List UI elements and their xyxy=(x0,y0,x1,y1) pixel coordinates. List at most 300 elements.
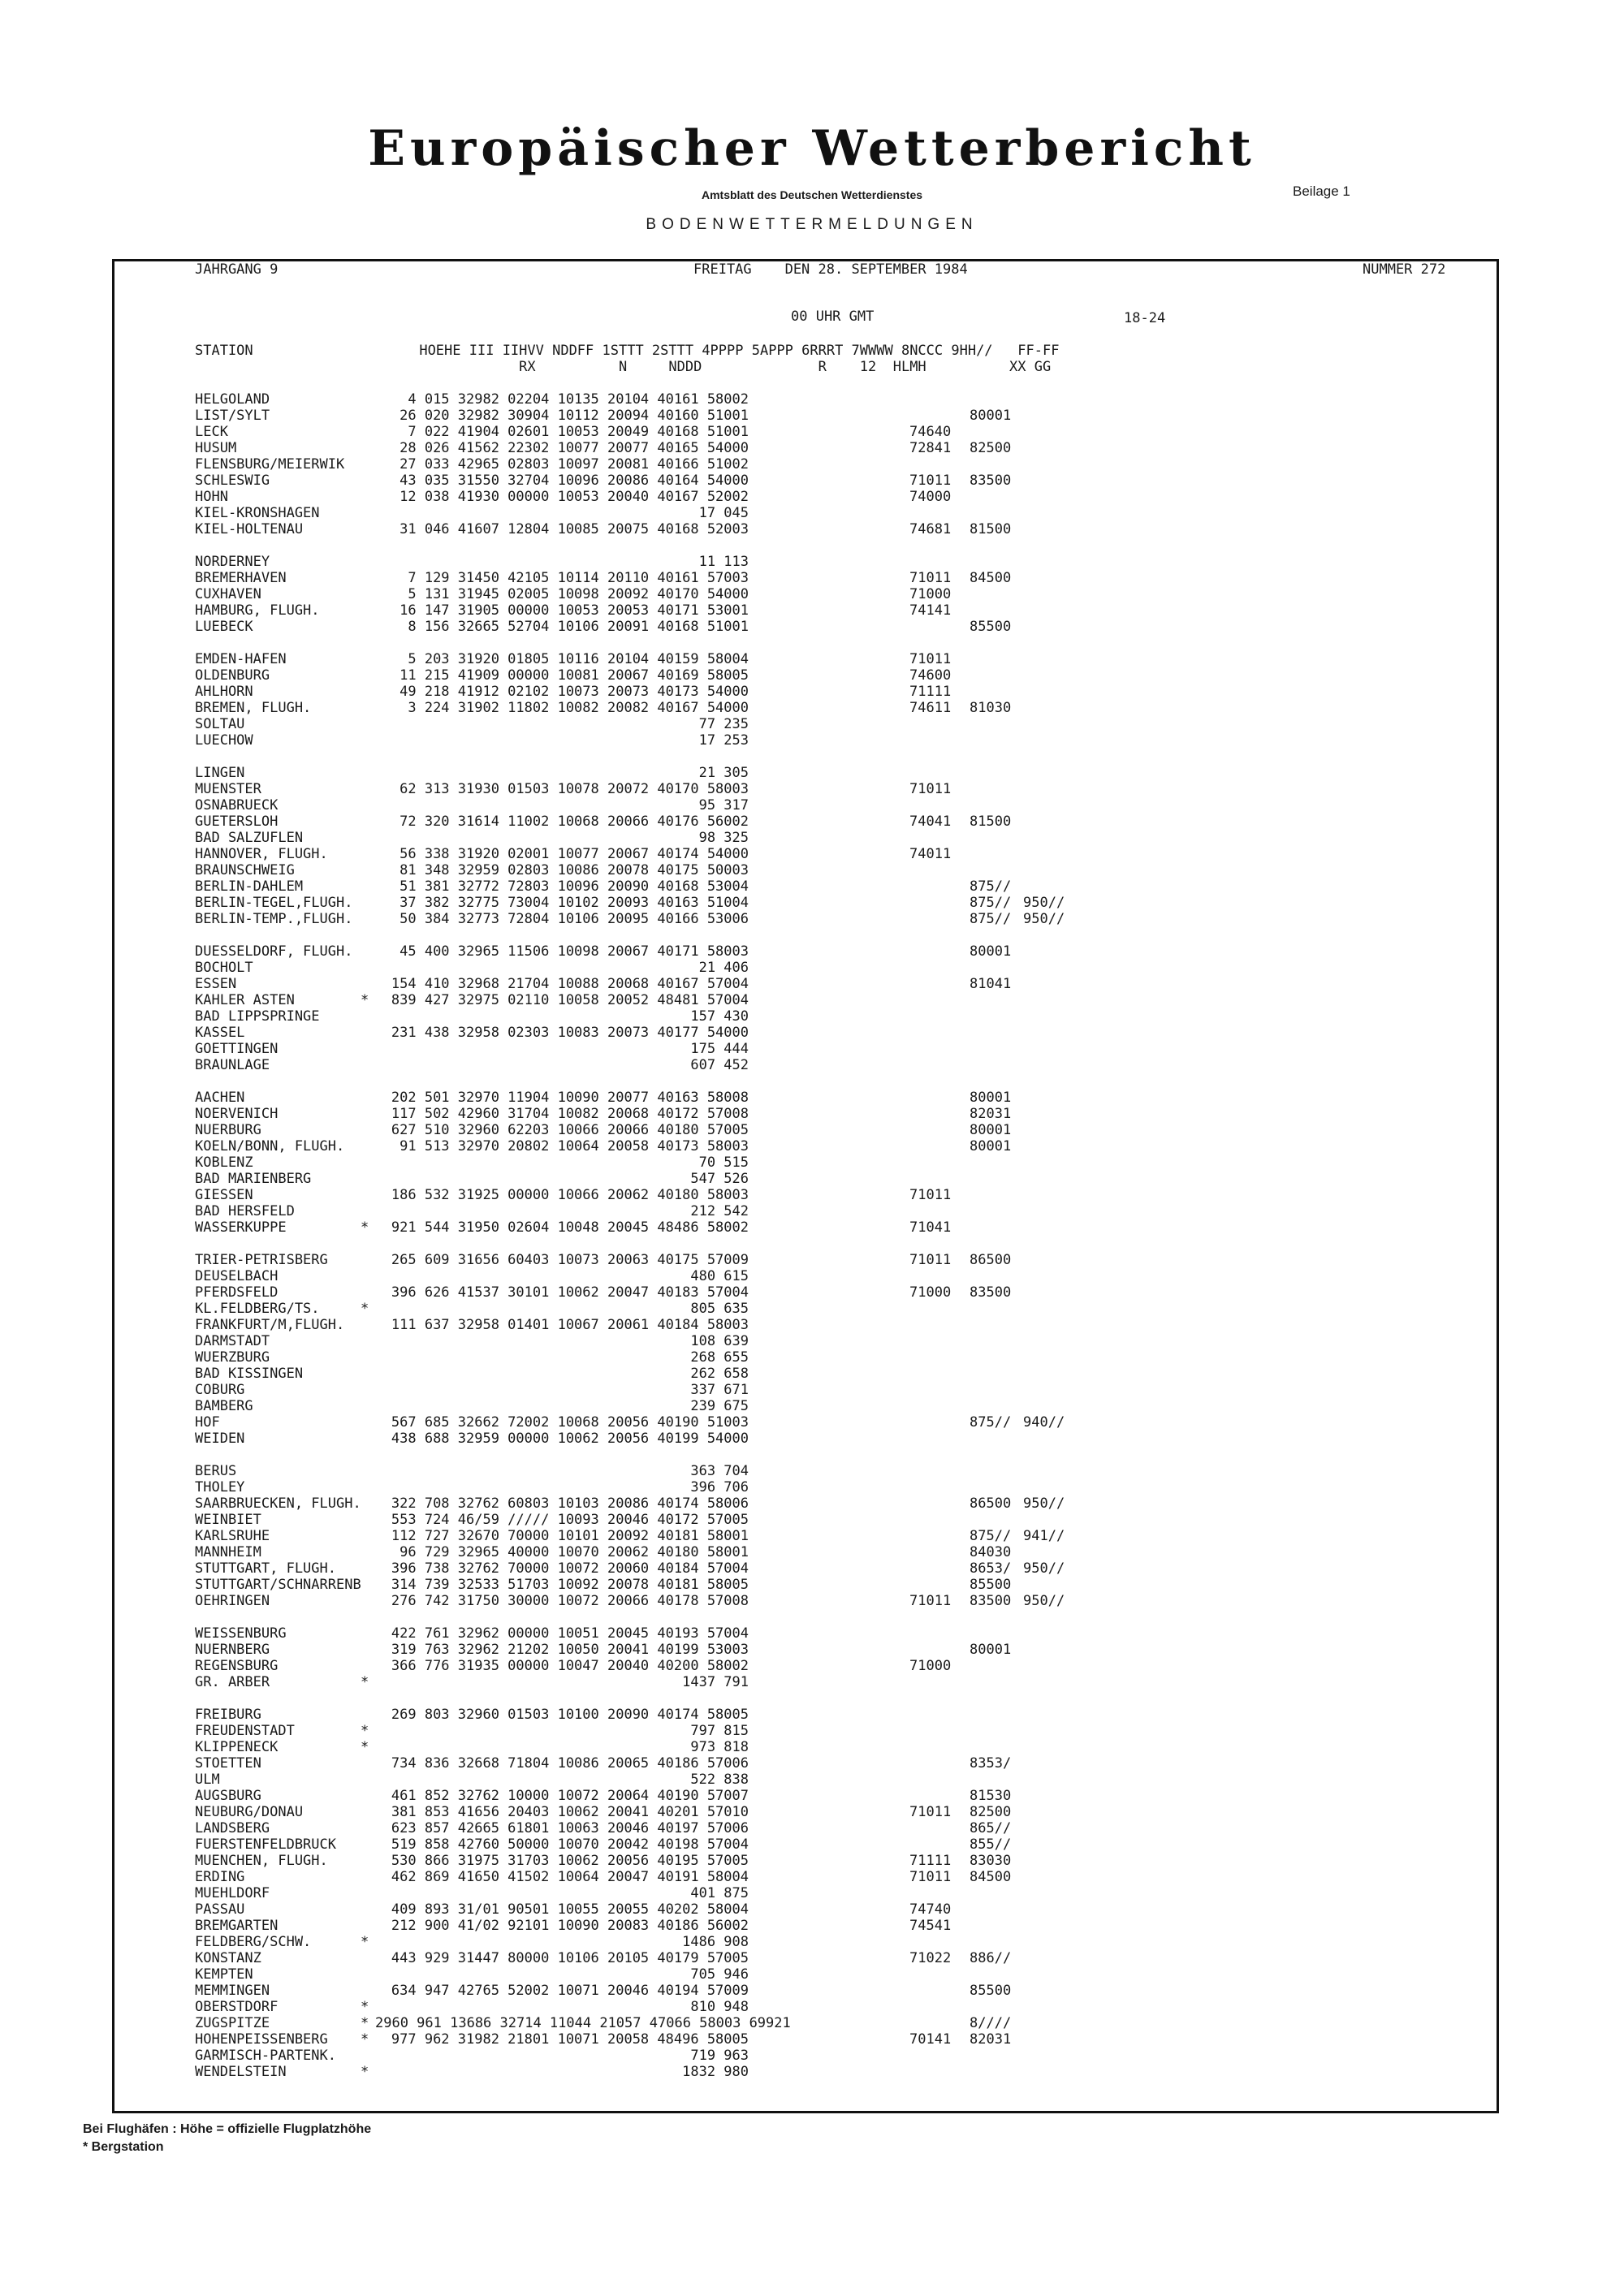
table-row xyxy=(0,781,1624,797)
station-name: MEMMINGEN xyxy=(195,1983,270,1999)
group-7-value: 71041 xyxy=(909,1219,952,1236)
group-7-value: 71000 xyxy=(909,1284,952,1301)
station-name: KL.FELDBERG/TS. xyxy=(195,1301,320,1317)
station-data: 175 444 xyxy=(690,1041,749,1057)
station-data: 17 045 xyxy=(698,505,749,521)
group-8-value: 875// xyxy=(970,1528,1012,1544)
station-data: 7 022 41904 02601 10053 20049 40168 51001 xyxy=(408,424,749,440)
group-7-value: 72841 xyxy=(909,440,952,456)
group-8-value: 81041 xyxy=(970,976,1012,992)
station-name: BAD SALZUFLEN xyxy=(195,830,304,846)
station-name: BRAUNLAGE xyxy=(195,1057,270,1073)
station-data: 977 962 31982 21801 10071 20058 48496 58005 xyxy=(391,2031,749,2048)
station-data: 16 147 31905 00000 10053 20053 40171 53001 xyxy=(400,602,749,619)
group-8-value: 865// xyxy=(970,1820,1012,1836)
table-row xyxy=(0,1820,1624,1836)
jahrgang-label: JAHRGANG 9 xyxy=(195,261,279,278)
group-8-value: 80001 xyxy=(970,1138,1012,1154)
station-name: ERDING xyxy=(195,1869,245,1885)
station-name: REGENSBURG xyxy=(195,1658,279,1674)
table-row xyxy=(0,1983,1624,1999)
station-name: ZUGSPITZE xyxy=(195,2015,270,2031)
station-name: KARLSRUHE xyxy=(195,1528,270,1544)
bergstation-marker: * xyxy=(361,1301,369,1317)
station-name: OLDENBURG xyxy=(195,667,270,684)
station-name: FRANKFURT/M,FLUGH. xyxy=(195,1317,345,1333)
station-data: 269 803 32960 01503 10100 20090 40174 58005 xyxy=(391,1707,749,1723)
page-subtitle: Amtsblatt des Deutschen Wetterdienstes xyxy=(701,188,923,201)
table-row xyxy=(0,1382,1624,1398)
station-name: COBURG xyxy=(195,1382,245,1398)
table-row xyxy=(0,1512,1624,1528)
station-data: 26 020 32982 30904 10112 20094 40160 51001 xyxy=(400,408,749,424)
station-data: 461 852 32762 10000 10072 20064 40190 57007 xyxy=(391,1788,749,1804)
station-name: STUTTGART, FLUGH. xyxy=(195,1560,336,1577)
station-name: MUENSTER xyxy=(195,781,261,797)
table-row xyxy=(0,1901,1624,1918)
station-name: BAD HERSFELD xyxy=(195,1203,295,1219)
station-data: 810 948 xyxy=(690,1999,749,2015)
station-data: 62 313 31930 01503 10078 20072 40170 58003 xyxy=(400,781,749,797)
station-data: 314 739 32533 51703 10092 20078 40181 58005 xyxy=(391,1577,749,1593)
station-data: 401 875 xyxy=(690,1885,749,1901)
station-name: MUEHLDORF xyxy=(195,1885,270,1901)
table-row xyxy=(0,1057,1624,1073)
station-name: BAD LIPPSPRINGE xyxy=(195,1008,320,1025)
group-7-value: 71000 xyxy=(909,1658,952,1674)
group-7-value: 71011 xyxy=(909,1187,952,1203)
station-data: 462 869 41650 41502 10064 20047 40191 58004 xyxy=(391,1869,749,1885)
station-name: STUTTGART/SCHNARRENB xyxy=(195,1577,361,1593)
table-row xyxy=(0,1934,1624,1950)
station-data: 480 615 xyxy=(690,1268,749,1284)
column-header-line2: RX N NDDD R 12 HLMH XX GG xyxy=(195,359,1052,375)
table-row xyxy=(0,1252,1624,1268)
station-name: SAARBRUECKEN, FLUGH. xyxy=(195,1495,361,1512)
table-row xyxy=(0,1041,1624,1057)
group-7-value: 71011 xyxy=(909,570,952,586)
table-row xyxy=(0,586,1624,602)
group-8-value: 8353/ xyxy=(970,1755,1012,1772)
table-row xyxy=(0,1658,1624,1674)
group-7-value: 71011 xyxy=(909,781,952,797)
station-data: 91 513 32970 20802 10064 20058 40173 58003 xyxy=(400,1138,749,1154)
bergstation-marker: * xyxy=(361,1219,369,1236)
station-data: 396 626 41537 30101 10062 20047 40183 57004 xyxy=(391,1284,749,1301)
station-name: WASSERKUPPE xyxy=(195,1219,287,1236)
table-row xyxy=(0,1414,1624,1431)
station-data: 262 658 xyxy=(690,1366,749,1382)
group-8-value: 80001 xyxy=(970,1122,1012,1138)
station-name: WUERZBURG xyxy=(195,1349,270,1366)
station-name: WEIDEN xyxy=(195,1431,245,1447)
group-7-value: 70141 xyxy=(909,2031,952,2048)
table-row xyxy=(0,765,1624,781)
table-row xyxy=(0,1999,1624,2015)
station-name: OEHRINGEN xyxy=(195,1593,270,1609)
table-row xyxy=(0,1495,1624,1512)
station-data: 530 866 31975 31703 10062 20056 40195 57005 xyxy=(391,1853,749,1869)
footnote-flughafen: Bei Flughäfen : Höhe = offizielle Flugplatzhöhe xyxy=(83,2122,372,2136)
station-data: 363 704 xyxy=(690,1463,749,1479)
station-name: BERLIN-TEGEL,FLUGH. xyxy=(195,895,353,911)
group-9-value: 950// xyxy=(1023,1495,1065,1512)
beilage-label: Beilage 1 xyxy=(1293,183,1350,199)
group-8-value: 80001 xyxy=(970,408,1012,424)
table-row xyxy=(0,1284,1624,1301)
station-name: KOELN/BONN, FLUGH. xyxy=(195,1138,345,1154)
group-9-value: 950// xyxy=(1023,1593,1065,1609)
station-name: DUESSELDORF, FLUGH. xyxy=(195,943,353,960)
table-row xyxy=(0,1869,1624,1885)
table-row xyxy=(0,814,1624,830)
table-row xyxy=(0,667,1624,684)
table-row xyxy=(0,1739,1624,1755)
group-7-value: 74041 xyxy=(909,814,952,830)
station-data: 31 046 41607 12804 10085 20075 40168 52003 xyxy=(400,521,749,537)
group-9-value: 950// xyxy=(1023,895,1065,911)
group-7-value: 71011 xyxy=(909,1252,952,1268)
station-data: 212 542 xyxy=(690,1203,749,1219)
group-8-value: 875// xyxy=(970,878,1012,895)
station-name: KASSEL xyxy=(195,1025,245,1041)
station-name: MUENCHEN, FLUGH. xyxy=(195,1853,328,1869)
station-name: LUECHOW xyxy=(195,732,253,749)
bergstation-marker: * xyxy=(361,992,369,1008)
station-data: 7 129 31450 42105 10114 20110 40161 57003 xyxy=(408,570,749,586)
table-row xyxy=(0,619,1624,635)
table-row xyxy=(0,424,1624,440)
station-name: AHLHORN xyxy=(195,684,253,700)
page-title: Europäischer Wetterbericht xyxy=(368,120,1256,177)
station-data: 422 761 32962 00000 10051 20045 40193 57004 xyxy=(391,1625,749,1642)
table-row xyxy=(0,1966,1624,1983)
station-data: 719 963 xyxy=(690,2048,749,2064)
station-name: OSNABRUECK xyxy=(195,797,279,814)
station-data: 522 838 xyxy=(690,1772,749,1788)
station-name: BERLIN-DAHLEM xyxy=(195,878,304,895)
group-8-value: 80001 xyxy=(970,943,1012,960)
station-data: 108 639 xyxy=(690,1333,749,1349)
station-data: 2960 961 13686 32714 11044 21057 47066 58003 69921 xyxy=(375,2015,791,2031)
table-row xyxy=(0,602,1624,619)
station-data: 96 729 32965 40000 10070 20062 40180 58001 xyxy=(400,1544,749,1560)
table-row xyxy=(0,1317,1624,1333)
station-name: FLENSBURG/MEIERWIK xyxy=(195,456,345,473)
station-name: BRAUNSCHWEIG xyxy=(195,862,295,878)
station-data: 72 320 31614 11002 10068 20066 40176 56002 xyxy=(400,814,749,830)
table-row xyxy=(0,1593,1624,1609)
table-row xyxy=(0,1723,1624,1739)
bergstation-marker: * xyxy=(361,2064,369,2080)
table-row xyxy=(0,1479,1624,1495)
group-9-value: 941// xyxy=(1023,1528,1065,1544)
date-label: FREITAG DEN 28. SEPTEMBER 1984 xyxy=(693,261,968,278)
station-data: 45 400 32965 11506 10098 20067 40171 58003 xyxy=(400,943,749,960)
station-data: 921 544 31950 02604 10048 20045 48486 58002 xyxy=(391,1219,749,1236)
station-name: KIEL-KRONSHAGEN xyxy=(195,505,320,521)
station-data: 28 026 41562 22302 10077 20077 40165 54000 xyxy=(400,440,749,456)
station-data: 21 406 xyxy=(698,960,749,976)
station-name: LECK xyxy=(195,424,228,440)
station-name: GOETTINGEN xyxy=(195,1041,279,1057)
station-name: NEUBURG/DONAU xyxy=(195,1804,304,1820)
table-row xyxy=(0,554,1624,570)
table-row xyxy=(0,1431,1624,1447)
bergstation-marker: * xyxy=(361,1934,369,1950)
station-data: 547 526 xyxy=(690,1171,749,1187)
table-row xyxy=(0,1707,1624,1723)
station-name: KIEL-HOLTENAU xyxy=(195,521,304,537)
group-7-value: 74740 xyxy=(909,1901,952,1918)
time-range-label: 18-24 xyxy=(1124,310,1166,326)
station-name: MANNHEIM xyxy=(195,1544,261,1560)
station-data: 154 410 32968 21704 10088 20068 40167 57004 xyxy=(391,976,749,992)
station-data: 77 235 xyxy=(698,716,749,732)
station-data: 112 727 32670 70000 10101 20092 40181 58001 xyxy=(391,1528,749,1544)
station-data: 319 763 32962 21202 10050 20041 40199 53003 xyxy=(391,1642,749,1658)
group-8-value: 886// xyxy=(970,1950,1012,1966)
table-row xyxy=(0,1918,1624,1934)
station-data: 43 035 31550 32704 10096 20086 40164 54000 xyxy=(400,473,749,489)
group-7-value: 74141 xyxy=(909,602,952,619)
group-7-value: 71000 xyxy=(909,586,952,602)
group-8-value: 83500 xyxy=(970,1284,1012,1301)
group-8-value: 86500 xyxy=(970,1252,1012,1268)
station-name: BREMGARTEN xyxy=(195,1918,279,1934)
table-row xyxy=(0,1674,1624,1690)
station-name: LUEBECK xyxy=(195,619,253,635)
station-data: 627 510 32960 62203 10066 20066 40180 57005 xyxy=(391,1122,749,1138)
station-name: OBERSTDORF xyxy=(195,1999,279,2015)
station-data: 202 501 32970 11904 10090 20077 40163 58008 xyxy=(391,1090,749,1106)
station-name: HANNOVER, FLUGH. xyxy=(195,846,328,862)
table-row xyxy=(0,684,1624,700)
group-9-value: 950// xyxy=(1023,911,1065,927)
station-data: 396 706 xyxy=(690,1479,749,1495)
column-header-line1: STATION HOEHE III IIHVV NDDFF 1STTT 2STTT 4PPPP 5APPP 6RRRT 7WWWW 8NCCC 9HH// FF-FF xyxy=(195,343,1060,359)
bergstation-marker: * xyxy=(361,2031,369,2048)
group-8-value: 80001 xyxy=(970,1090,1012,1106)
station-name: PASSAU xyxy=(195,1901,245,1918)
station-name: FREIBURG xyxy=(195,1707,261,1723)
station-name: KOBLENZ xyxy=(195,1154,253,1171)
table-row xyxy=(0,1755,1624,1772)
group-8-value: 82500 xyxy=(970,1804,1012,1820)
station-data: 111 637 32958 01401 10067 20061 40184 58003 xyxy=(391,1317,749,1333)
group-7-value: 74600 xyxy=(909,667,952,684)
table-row xyxy=(0,1642,1624,1658)
station-data: 265 609 31656 60403 10073 20063 40175 57009 xyxy=(391,1252,749,1268)
table-row xyxy=(0,1122,1624,1138)
station-data: 11 215 41909 00000 10081 20067 40169 58005 xyxy=(400,667,749,684)
station-name: BAD KISSINGEN xyxy=(195,1366,304,1382)
group-8-value: 81530 xyxy=(970,1788,1012,1804)
station-data: 438 688 32959 00000 10062 20056 40199 54000 xyxy=(391,1431,749,1447)
group-8-value: 875// xyxy=(970,1414,1012,1431)
table-row xyxy=(0,1025,1624,1041)
station-name: DEUSELBACH xyxy=(195,1268,279,1284)
group-7-value: 71111 xyxy=(909,684,952,700)
table-row xyxy=(0,1219,1624,1236)
station-name: STOETTEN xyxy=(195,1755,261,1772)
group-8-value: 82500 xyxy=(970,440,1012,456)
station-data: 276 742 31750 30000 10072 20066 40178 57008 xyxy=(391,1593,749,1609)
group-8-value: 83500 xyxy=(970,473,1012,489)
station-data: 634 947 42765 52002 10071 20046 40194 57009 xyxy=(391,1983,749,1999)
station-name: NUERBURG xyxy=(195,1122,261,1138)
station-data: 70 515 xyxy=(698,1154,749,1171)
station-data: 268 655 xyxy=(690,1349,749,1366)
station-data: 607 452 xyxy=(690,1057,749,1073)
station-name: EMDEN-HAFEN xyxy=(195,651,287,667)
group-7-value: 71011 xyxy=(909,473,952,489)
station-data: 396 738 32762 70000 10072 20060 40184 57004 xyxy=(391,1560,749,1577)
table-row xyxy=(0,1203,1624,1219)
station-name: FREUDENSTADT xyxy=(195,1723,295,1739)
table-row xyxy=(0,1333,1624,1349)
station-data: 8 156 32665 52704 10106 20091 40168 51001 xyxy=(408,619,749,635)
table-row xyxy=(0,1301,1624,1317)
bergstation-marker: * xyxy=(361,1674,369,1690)
station-name: GR. ARBER xyxy=(195,1674,270,1690)
group-8-value: 80001 xyxy=(970,1642,1012,1658)
station-name: WEINBIET xyxy=(195,1512,261,1528)
table-row xyxy=(0,489,1624,505)
station-data: 805 635 xyxy=(690,1301,749,1317)
station-name: BOCHOLT xyxy=(195,960,253,976)
station-data: 95 317 xyxy=(698,797,749,814)
group-7-value: 74640 xyxy=(909,424,952,440)
station-name: BAD MARIENBERG xyxy=(195,1171,312,1187)
group-8-value: 83030 xyxy=(970,1853,1012,1869)
group-8-value: 86500 xyxy=(970,1495,1012,1512)
table-row xyxy=(0,846,1624,862)
station-name: FELDBERG/SCHW. xyxy=(195,1934,312,1950)
table-row xyxy=(0,1950,1624,1966)
table-row xyxy=(0,2031,1624,2048)
station-data: 705 946 xyxy=(690,1966,749,1983)
table-row xyxy=(0,960,1624,976)
station-data: 51 381 32772 72803 10096 20090 40168 53004 xyxy=(400,878,749,895)
table-row xyxy=(0,1577,1624,1593)
group-7-value: 74611 xyxy=(909,700,952,716)
station-name: AUGSBURG xyxy=(195,1788,261,1804)
group-8-value: 875// xyxy=(970,911,1012,927)
table-row xyxy=(0,1772,1624,1788)
station-name: LINGEN xyxy=(195,765,245,781)
table-row xyxy=(0,1836,1624,1853)
station-name: PFERDSFELD xyxy=(195,1284,279,1301)
station-data: 239 675 xyxy=(690,1398,749,1414)
group-9-value: 940// xyxy=(1023,1414,1065,1431)
station-data: 186 532 31925 00000 10066 20062 40180 58003 xyxy=(391,1187,749,1203)
table-row xyxy=(0,1187,1624,1203)
bergstation-marker: * xyxy=(361,1739,369,1755)
station-data: 322 708 32762 60803 10103 20086 40174 58006 xyxy=(391,1495,749,1512)
station-name: NUERNBERG xyxy=(195,1642,270,1658)
table-row xyxy=(0,1625,1624,1642)
group-8-value: 84500 xyxy=(970,1869,1012,1885)
group-8-value: 8//// xyxy=(970,2015,1012,2031)
table-row xyxy=(0,700,1624,716)
station-name: WEISSENBURG xyxy=(195,1625,287,1642)
table-row xyxy=(0,505,1624,521)
station-name: DARMSTADT xyxy=(195,1333,270,1349)
group-8-value: 84500 xyxy=(970,570,1012,586)
time-label: 00 UHR GMT xyxy=(791,309,875,325)
table-row xyxy=(0,1154,1624,1171)
station-data: 98 325 xyxy=(698,830,749,846)
table-row xyxy=(0,830,1624,846)
group-7-value: 71011 xyxy=(909,1804,952,1820)
station-data: 409 893 31/01 90501 10055 20055 40202 58004 xyxy=(391,1901,749,1918)
station-data: 27 033 42965 02803 10097 20081 40166 51002 xyxy=(400,456,749,473)
station-data: 21 305 xyxy=(698,765,749,781)
station-data: 37 382 32775 73004 10102 20093 40163 51004 xyxy=(400,895,749,911)
station-data: 212 900 41/02 92101 10090 20083 40186 56002 xyxy=(391,1918,749,1934)
table-row xyxy=(0,1171,1624,1187)
table-row xyxy=(0,1138,1624,1154)
station-name: CUXHAVEN xyxy=(195,586,261,602)
table-row xyxy=(0,2064,1624,2080)
station-name: KLIPPENECK xyxy=(195,1739,279,1755)
station-data: 443 929 31447 80000 10106 20105 40179 57005 xyxy=(391,1950,749,1966)
table-row xyxy=(0,1853,1624,1869)
table-row xyxy=(0,1268,1624,1284)
station-data: 623 857 42665 61801 10063 20046 40197 57006 xyxy=(391,1820,749,1836)
table-row xyxy=(0,456,1624,473)
station-name: SOLTAU xyxy=(195,716,245,732)
station-name: AACHEN xyxy=(195,1090,245,1106)
table-row xyxy=(0,992,1624,1008)
table-row xyxy=(0,943,1624,960)
table-row xyxy=(0,570,1624,586)
table-row xyxy=(0,1804,1624,1820)
station-name: BREMERHAVEN xyxy=(195,570,287,586)
station-name: HUSUM xyxy=(195,440,237,456)
station-data: 1437 791 xyxy=(682,1674,749,1690)
table-row xyxy=(0,2015,1624,2031)
table-row xyxy=(0,408,1624,424)
station-data: 839 427 32975 02110 10058 20052 48481 57004 xyxy=(391,992,749,1008)
station-data: 734 836 32668 71804 10086 20065 40186 57006 xyxy=(391,1755,749,1772)
station-name: KAHLER ASTEN xyxy=(195,992,295,1008)
station-name: GARMISCH-PARTENK. xyxy=(195,2048,336,2064)
group-8-value: 82031 xyxy=(970,2031,1012,2048)
station-data: 381 853 41656 20403 10062 20041 40201 57010 xyxy=(391,1804,749,1820)
table-row xyxy=(0,391,1624,408)
station-name: ESSEN xyxy=(195,976,237,992)
station-name: NORDERNEY xyxy=(195,554,270,570)
station-data: 797 815 xyxy=(690,1723,749,1739)
station-name: LIST/SYLT xyxy=(195,408,270,424)
station-name: FUERSTENFELDBRUCK xyxy=(195,1836,336,1853)
group-8-value: 84030 xyxy=(970,1544,1012,1560)
station-data: 553 724 46/59 ///// 10093 20046 40172 57005 xyxy=(391,1512,749,1528)
station-name: BERLIN-TEMP.,FLUGH. xyxy=(195,911,353,927)
station-name: WENDELSTEIN xyxy=(195,2064,287,2080)
group-8-value: 81030 xyxy=(970,700,1012,716)
table-row xyxy=(0,797,1624,814)
group-7-value: 71111 xyxy=(909,1853,952,1869)
group-7-value: 71011 xyxy=(909,1593,952,1609)
table-row xyxy=(0,1788,1624,1804)
group-7-value: 71011 xyxy=(909,651,952,667)
bergstation-marker: * xyxy=(361,1723,369,1739)
table-row xyxy=(0,976,1624,992)
station-name: HAMBURG, FLUGH. xyxy=(195,602,320,619)
